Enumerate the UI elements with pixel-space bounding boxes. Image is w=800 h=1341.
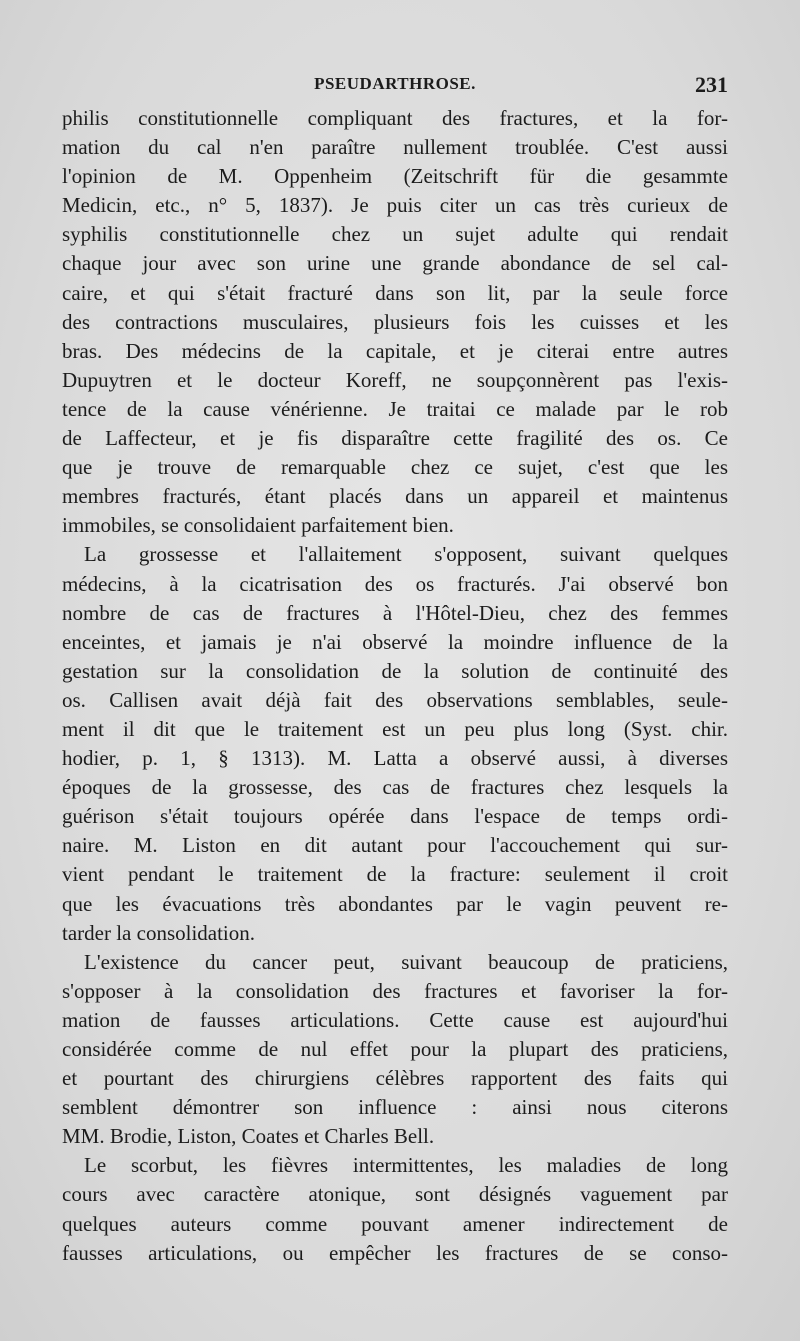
- text-line: Le scorbut, les fièvres intermittentes, les maladies de long: [84, 1153, 728, 1178]
- text-line: chaque jour avec son urine une grande abondance de sel cal-: [62, 251, 728, 276]
- text-line: tarder la consolidation.: [62, 920, 256, 945]
- text-line: semblent démontrer son influence : ainsi nous citerons: [62, 1095, 728, 1120]
- text-line: MM. Brodie, Liston, Coates et Charles Bell.: [62, 1124, 435, 1149]
- text-line: époques de la grossesse, des cas de fractures chez lesquels la: [62, 775, 728, 800]
- text-line: syphilis constitutionnelle chez un sujet adulte qui rendait: [62, 222, 728, 247]
- text-line: ment il dit que le traitement est un peu plus long (Syst. chir.: [62, 716, 728, 741]
- text-line: des contractions musculaires, plusieurs fois les cuisses et les: [62, 309, 728, 334]
- text-line: médecins, à la cicatrisation des os fracturés. J'ai observé bon: [62, 571, 728, 596]
- text-line: que je trouve de remarquable chez ce sujet, c'est que les: [62, 455, 728, 480]
- running-title: PSEUDARTHROSE.: [314, 74, 476, 93]
- text-line: caire, et qui s'était fracturé dans son lit, par la seule force: [62, 280, 728, 305]
- text-line: gestation sur la consolidation de la solution de continuité des: [62, 658, 728, 683]
- text-line: naire. M. Liston en dit autant pour l'accouchement qui sur-: [62, 833, 728, 858]
- text-line: hodier, p. 1, § 1313). M. Latta a observé aussi, à diverses: [62, 746, 728, 771]
- text-line: Medicin, etc., n° 5, 1837). Je puis citer un cas très curieux de: [62, 193, 728, 218]
- text-line: tence de la cause vénérienne. Je traitai ce malade par le rob: [62, 396, 728, 421]
- page-number: 231: [695, 72, 728, 97]
- text-line: philis constitutionnelle compliquant des fractures, et la for-: [62, 106, 728, 130]
- body-text: [62, 104, 728, 1268]
- text-line: mation du cal n'en paraître nullement troublée. C'est aussi: [62, 135, 728, 160]
- text-line: de Laffecteur, et je fis disparaître cette fragilité des os. Ce: [62, 426, 728, 451]
- text-line: quelques auteurs comme pouvant amener indirectement de: [62, 1211, 728, 1236]
- text-line: vient pendant le traitement de la fracture: seulement il croit: [62, 862, 728, 887]
- page-header: [62, 74, 728, 100]
- text-line: l'opinion de M. Oppenheim (Zeitschrift für die gesammte: [62, 164, 728, 189]
- text-line: et pourtant des chirurgiens célèbres rapportent des faits qui: [62, 1066, 728, 1091]
- text-line: cours avec caractère atonique, sont désignés vaguement par: [62, 1182, 728, 1207]
- text-line: os. Callisen avait déjà fait des observations semblables, seule-: [62, 687, 728, 712]
- text-line: Dupuytren et le docteur Koreff, ne soupçonnèrent pas l'exis-: [62, 367, 728, 392]
- text-line: enceintes, et jamais je n'ai observé la moindre influence de la: [62, 629, 728, 654]
- text-line: fausses articulations, ou empêcher les fractures de se conso-: [62, 1240, 728, 1265]
- text-line: que les évacuations très abondantes par le vagin peuvent re-: [62, 891, 728, 916]
- text-line: bras. Des médecins de la capitale, et je citerai entre autres: [62, 338, 728, 363]
- text-line: s'opposer à la consolidation des fractures et favoriser la for-: [62, 978, 728, 1003]
- text-line: immobiles, se consolidaient parfaitement bien.: [62, 513, 454, 538]
- text-line: mation de fausses articulations. Cette cause est aujourd'hui: [62, 1007, 728, 1032]
- text-line: guérison s'était toujours opérée dans l'espace de temps ordi-: [62, 804, 728, 829]
- text-line: La grossesse et l'allaitement s'opposent, suivant quelques: [84, 542, 728, 567]
- text-line: membres fracturés, étant placés dans un appareil et maintenus: [62, 484, 728, 509]
- text-line: nombre de cas de fractures à l'Hôtel-Dieu, chez des femmes: [62, 600, 728, 625]
- text-line: considérée comme de nul effet pour la plupart des praticiens,: [62, 1037, 728, 1061]
- text-line: L'existence du cancer peut, suivant beaucoup de praticiens,: [84, 949, 728, 974]
